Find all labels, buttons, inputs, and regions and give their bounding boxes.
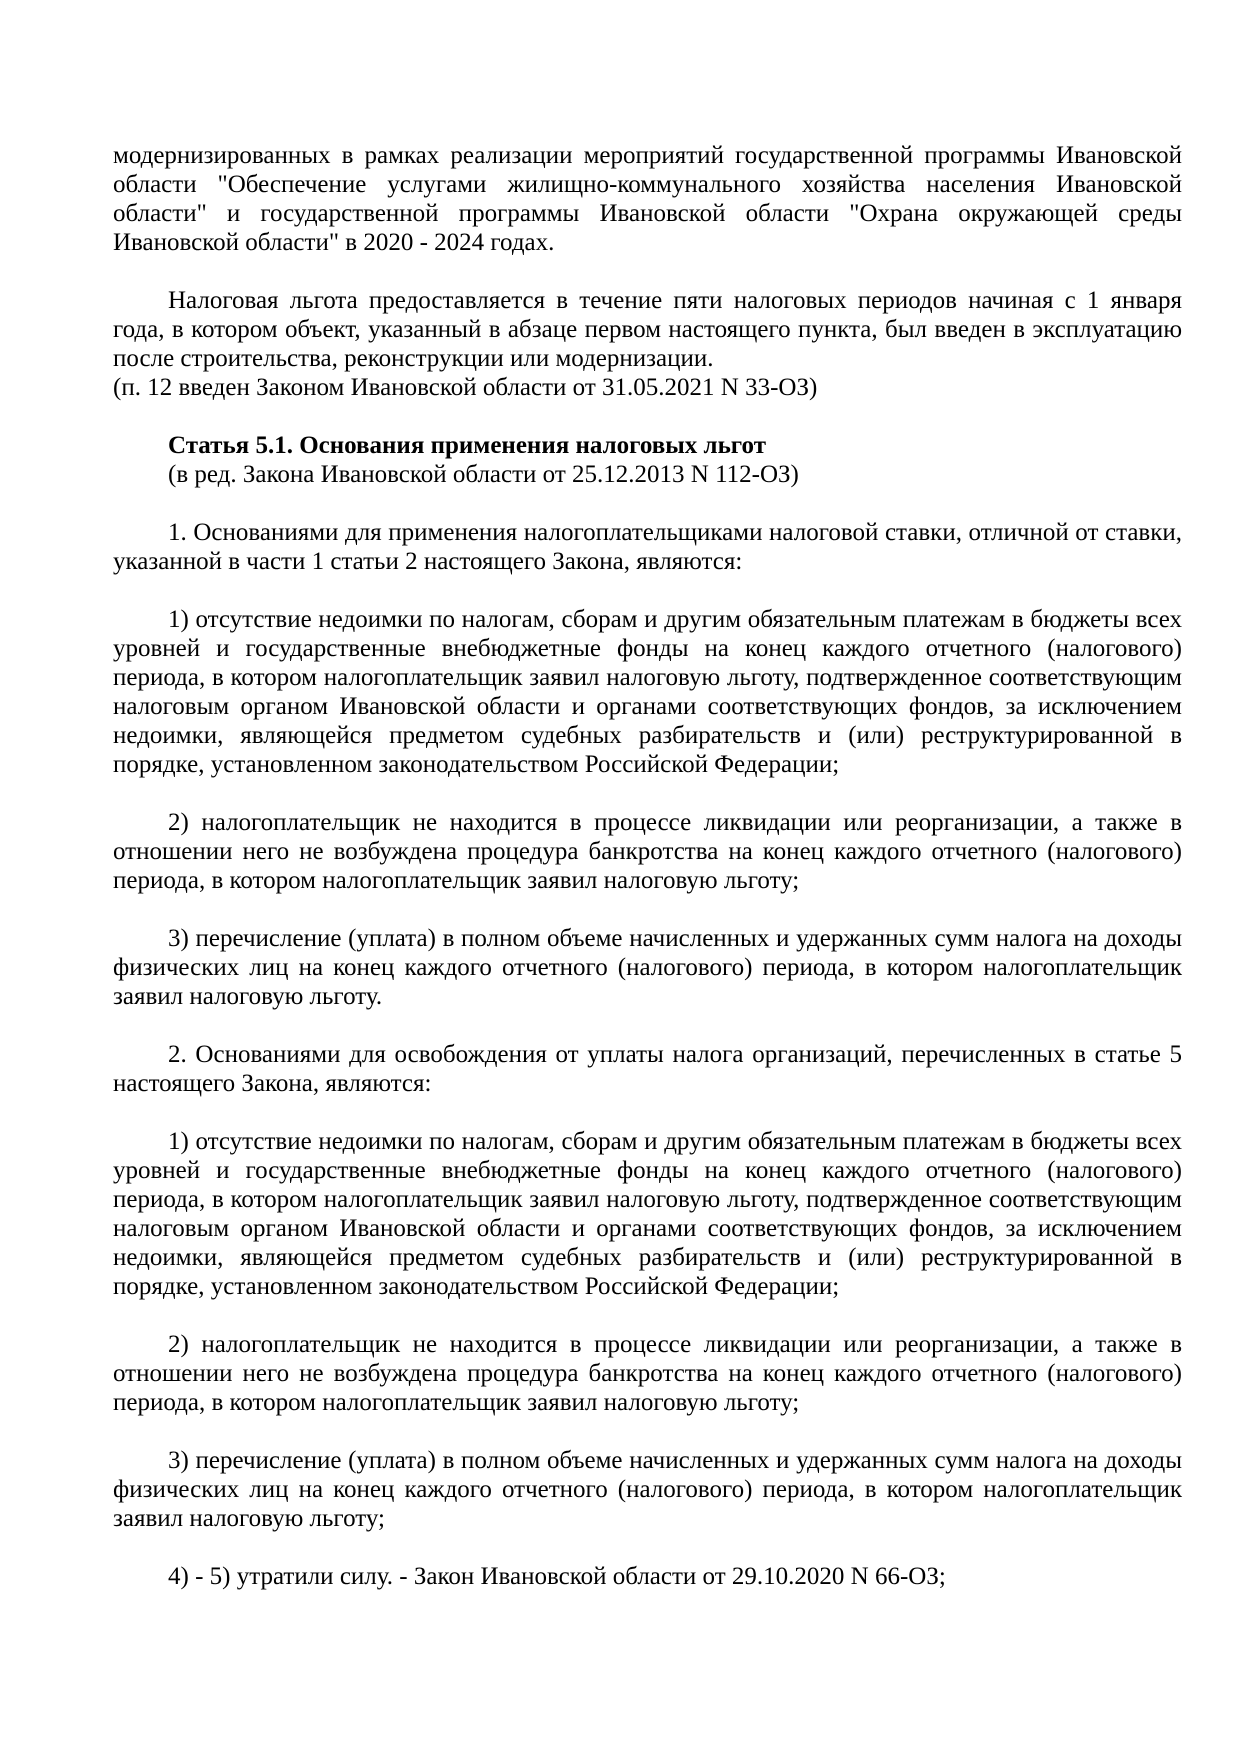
clause-2-item-2: 2) налогоплательщик не находится в процессе ликвидации или реорганизации, а также в отношении него не возбуждена процедура банкротства на конец каждого отчетного (налогового) периода, в котором налогоплательщик заявил налоговую льготу;: [113, 1331, 1182, 1416]
paragraph-tax-benefit-period: Налоговая льгота предоставляется в течение пяти налоговых периодов начиная с 1 января года, в котором объект, указанный в абзаце первом настоящего пункта, был введен в эксплуатацию после строительства, реконструкции или модернизации.: [113, 287, 1182, 372]
clause-2-item-3: 3) перечисление (уплата) в полном объеме начисленных и удержанных сумм налога на доходы физических лиц на конец каждого отчетного (налогового) периода, в котором налогоплательщик заявил налоговую льготу;: [113, 1447, 1182, 1532]
clause-1-item-1: 1) отсутствие недоимки по налогам, сборам и другим обязательным платежам в бюджеты всех уровней и государственные внебюджетные фонды на конец каждого отчетного (налогового) периода, в котором налогоплательщик заявил налоговую льготу, подтвержденное соответствующим налоговым органом Ивановской области и органами соответствующих фондов, за исключением недоимки, являющейся предметом судебных разбирательств и (или) реструктурированной в порядке, установленном законодательством Российской Федерации;: [113, 606, 1182, 778]
clause-1-intro: 1. Основаниями для применения налогоплательщиками налоговой ставки, отличной от ставки, указанной в части 1 статьи 2 настоящего Закона, являются:: [113, 519, 1182, 575]
amendment-note-p12: (п. 12 введен Законом Ивановской области от 31.05.2021 N 33-ОЗ): [113, 374, 818, 401]
paragraph-program-continuation: модернизированных в рамках реализации мероприятий государственной программы Ивановской области "Обеспечение услугами жилищно-коммунального хозяйства населения Ивановской области" и государственной программы Ивановской области "Охрана окружающей среды Ивановской области" в 2020 - 2024 годах.: [113, 142, 1182, 256]
clause-1-item-3: 3) перечисление (уплата) в полном объеме начисленных и удержанных сумм налога на доходы физических лиц на конец каждого отчетного (налогового) периода, в котором налогоплательщик заявил налоговую льготу.: [113, 925, 1182, 1010]
article-5-1-heading: Статья 5.1. Основания применения налоговых льгот: [168, 432, 766, 459]
clause-1-item-2: 2) налогоплательщик не находится в процессе ликвидации или реорганизации, а также в отношении него не возбуждена процедура банкротства на конец каждого отчетного (налогового) периода, в котором налогоплательщик заявил налоговую льготу;: [113, 809, 1182, 894]
clause-2-items-4-5-repealed: 4) - 5) утратили силу. - Закон Ивановской области от 29.10.2020 N 66-ОЗ;: [168, 1563, 946, 1590]
clause-2-intro: 2. Основаниями для освобождения от уплаты налога организаций, перечисленных в статье 5 настоящего Закона, являются:: [113, 1041, 1182, 1097]
document-content: [113, 141, 1182, 1591]
clause-2-item-1: 1) отсутствие недоимки по налогам, сборам и другим обязательным платежам в бюджеты всех уровней и государственные внебюджетные фонды на конец каждого отчетного (налогового) периода, в котором налогоплательщик заявил налоговую льготу, подтвержденное соответствующим налоговым органом Ивановской области и органами соответствующих фондов, за исключением недоимки, являющейся предметом судебных разбирательств и (или) реструктурированной в порядке, установленном законодательством Российской Федерации;: [113, 1128, 1182, 1300]
revision-note-article-5-1: (в ред. Закона Ивановской области от 25.12.2013 N 112-ОЗ): [168, 461, 799, 488]
